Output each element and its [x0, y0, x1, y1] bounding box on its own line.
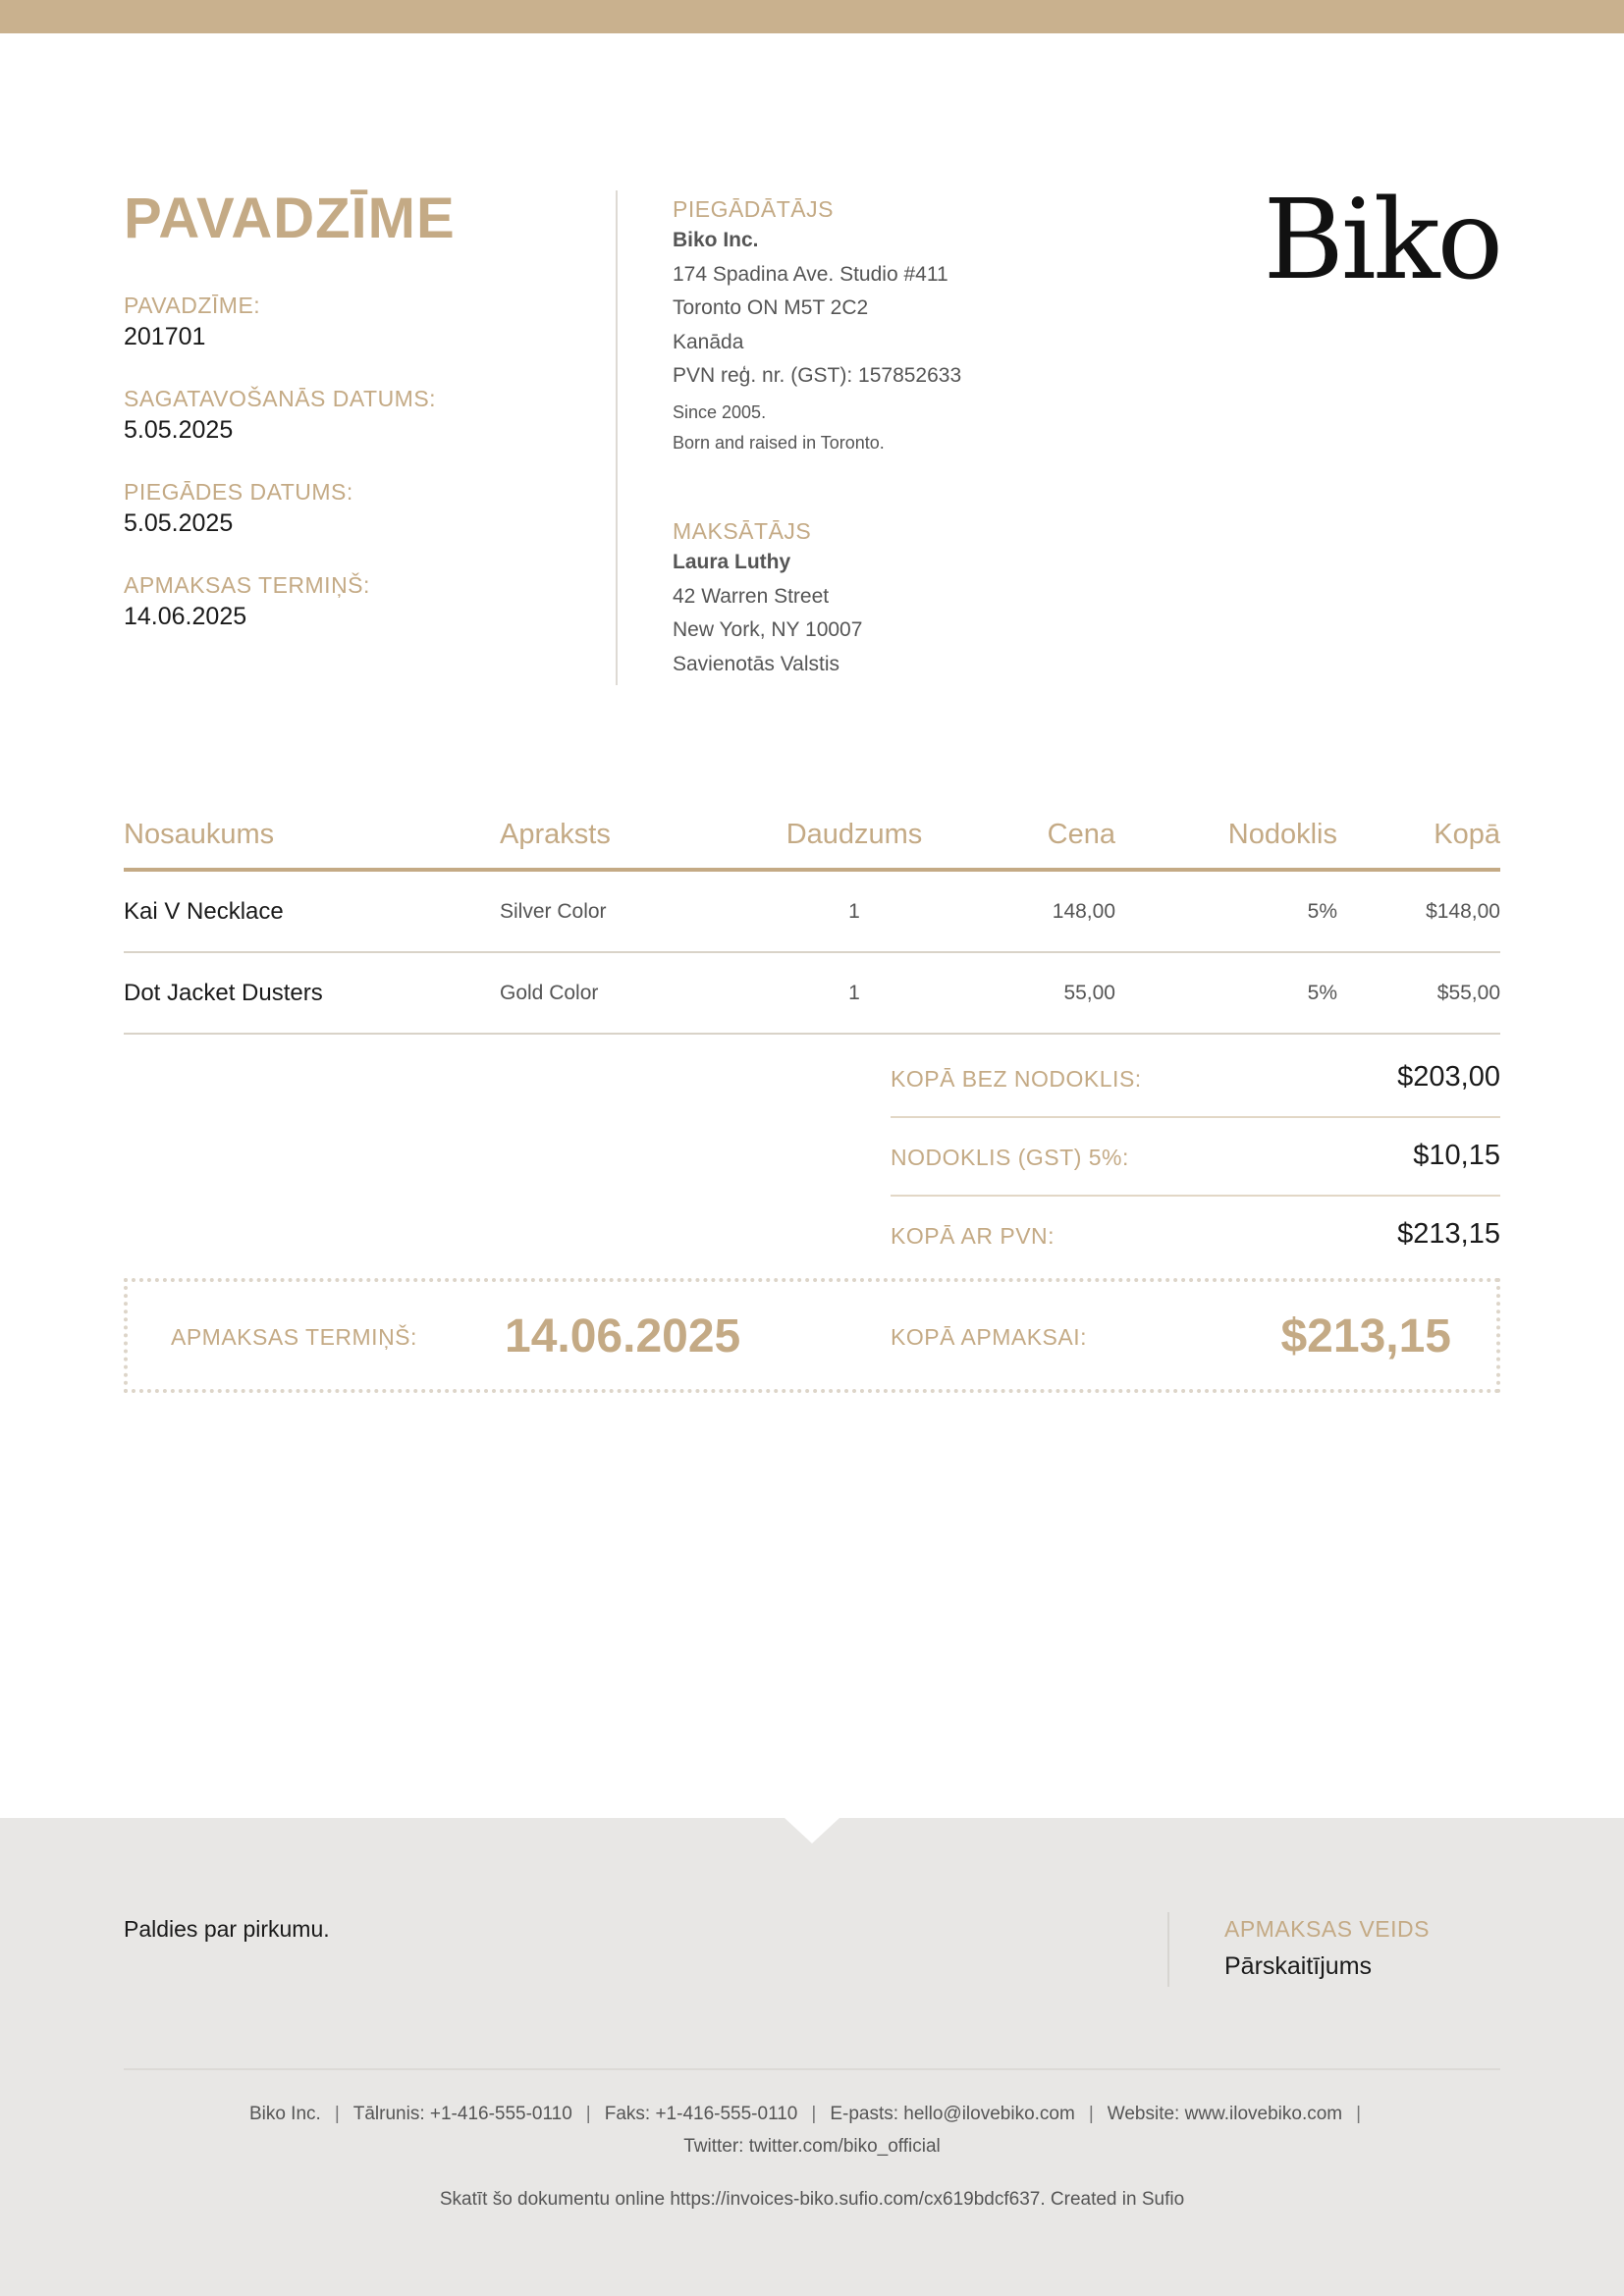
- total-with-vat-row: [891, 1197, 1500, 1275]
- website-link[interactable]: Website: www.ilovebiko.com: [1107, 2104, 1343, 2124]
- table-row: [124, 953, 1500, 1035]
- meta-value: 5.05.2025: [124, 416, 234, 444]
- supplier-vat-number: PVN reģ. nr. (GST): 157852633: [673, 364, 962, 387]
- supplier-name: Biko Inc.: [673, 229, 759, 251]
- email-link[interactable]: E-pasts: hello@ilovebiko.com: [830, 2104, 1075, 2124]
- meta-value: 5.05.2025: [124, 509, 234, 537]
- payer-address-line: Savienotās Valstis: [673, 652, 840, 675]
- due-date-label: APMAKSAS TERMIŅŠ:: [171, 1324, 417, 1350]
- supplier-address-line: 174 Spadina Ave. Studio #411: [673, 262, 948, 286]
- fax: Faks: +1-416-555-0110: [604, 2104, 798, 2124]
- payer-address-line: New York, NY 10007: [673, 618, 863, 641]
- meta-label: APMAKSAS TERMIŅŠ:: [124, 572, 370, 598]
- phone: Tālrunis: +1-416-555-0110: [352, 2104, 572, 2124]
- column-header-total: Kopā: [1434, 819, 1500, 850]
- item-description: Silver Color: [500, 900, 607, 923]
- subtotal-row: [891, 1040, 1500, 1118]
- tax-label: NODOKLIS (GST) 5%:: [891, 1145, 1129, 1170]
- item-total: $148,00: [1426, 900, 1500, 923]
- due-date-value: 14.06.2025: [505, 1310, 741, 1362]
- footer-notch: [785, 1818, 839, 1843]
- meta-value: 201701: [124, 323, 206, 350]
- item-quantity: 1: [848, 900, 860, 923]
- supplier-address-line: Toronto ON M5T 2C2: [673, 296, 869, 319]
- column-header-description: Apraksts: [500, 819, 611, 850]
- supplier-note: Born and raised in Toronto.: [673, 432, 885, 453]
- item-description: Gold Color: [500, 982, 599, 1004]
- footer-divider: [1167, 1912, 1169, 1987]
- amount-due-value: $213,15: [1280, 1310, 1451, 1362]
- amount-due-label: KOPĀ APMAKSAI:: [891, 1324, 1088, 1350]
- company-logo: Biko: [1263, 177, 1500, 304]
- table-header: [124, 805, 1500, 872]
- separator: |: [811, 2104, 817, 2124]
- page-title: PAVADZĪME: [124, 187, 456, 250]
- separator: |: [585, 2104, 591, 2124]
- meta-label: PAVADZĪME:: [124, 293, 261, 318]
- table-row: [124, 872, 1500, 953]
- subtotal-value: $203,00: [1397, 1061, 1500, 1093]
- item-price: 148,00: [1052, 900, 1115, 923]
- column-header-name: Nosaukums: [124, 819, 275, 850]
- payment-method-value: Pārskaitījums: [1224, 1952, 1373, 1980]
- top-accent-bar: [0, 0, 1624, 33]
- tax-value: $10,15: [1413, 1140, 1500, 1171]
- payer-block: [673, 516, 862, 681]
- meta-issue-date: [124, 384, 436, 447]
- supplier-address-line: Kanāda: [673, 330, 744, 353]
- meta-invoice-number: [124, 291, 260, 353]
- supplier-label: PIEGĀDĀTĀJS: [673, 196, 834, 222]
- separator: |: [1088, 2104, 1094, 2124]
- subtotal-label: KOPĀ BEZ NODOKLIS:: [891, 1066, 1142, 1092]
- payer-name: Laura Luthy: [673, 551, 791, 573]
- column-divider: [616, 190, 618, 685]
- thank-you-message: Paldies par pirkumu.: [124, 1916, 330, 1942]
- item-tax: 5%: [1307, 900, 1337, 923]
- supplier-block: [673, 194, 961, 458]
- online-document-link[interactable]: Skatīt šo dokumentu online https://invoices-biko.sufio.com/cx619bdcf637. Created in Sufio: [439, 2189, 1185, 2210]
- item-quantity: 1: [848, 982, 860, 1004]
- payment-method-label: APMAKSAS VEIDS: [1224, 1916, 1430, 1942]
- total-with-vat-label: KOPĀ AR PVN:: [891, 1223, 1056, 1249]
- contact-line: [0, 2099, 1624, 2130]
- separator: |: [1356, 2104, 1362, 2124]
- meta-label: SAGATAVOŠANĀS DATUMS:: [124, 386, 437, 411]
- footer: [0, 1818, 1624, 2296]
- item-total: $55,00: [1436, 982, 1500, 1004]
- payer-address-line: 42 Warren Street: [673, 584, 830, 608]
- tax-row: [891, 1118, 1500, 1197]
- column-header-price: Cena: [1047, 819, 1115, 850]
- amount-due-box: [124, 1278, 1500, 1393]
- item-price: 55,00: [1063, 982, 1115, 1004]
- total-with-vat-value: $213,15: [1397, 1218, 1500, 1250]
- column-header-quantity: Daudzums: [785, 819, 923, 850]
- meta-label: PIEGĀDES DATUMS:: [124, 479, 353, 505]
- column-header-tax: Nodoklis: [1227, 819, 1337, 850]
- twitter-link[interactable]: Twitter: twitter.com/biko_official: [683, 2136, 941, 2157]
- supplier-note: Since 2005.: [673, 401, 767, 422]
- payer-label: MAKSĀTĀJS: [673, 518, 812, 544]
- item-name: Dot Jacket Dusters: [124, 980, 323, 1006]
- items-table: [124, 805, 1500, 1035]
- footer-separator-line: [124, 2068, 1500, 2070]
- meta-due-date: [124, 570, 370, 633]
- item-tax: 5%: [1307, 982, 1337, 1004]
- totals-block: [891, 1040, 1500, 1275]
- company-name: Biko Inc.: [248, 2104, 321, 2124]
- meta-delivery-date: [124, 477, 353, 540]
- meta-value: 14.06.2025: [124, 603, 247, 630]
- separator: |: [334, 2104, 340, 2124]
- item-name: Kai V Necklace: [124, 898, 284, 925]
